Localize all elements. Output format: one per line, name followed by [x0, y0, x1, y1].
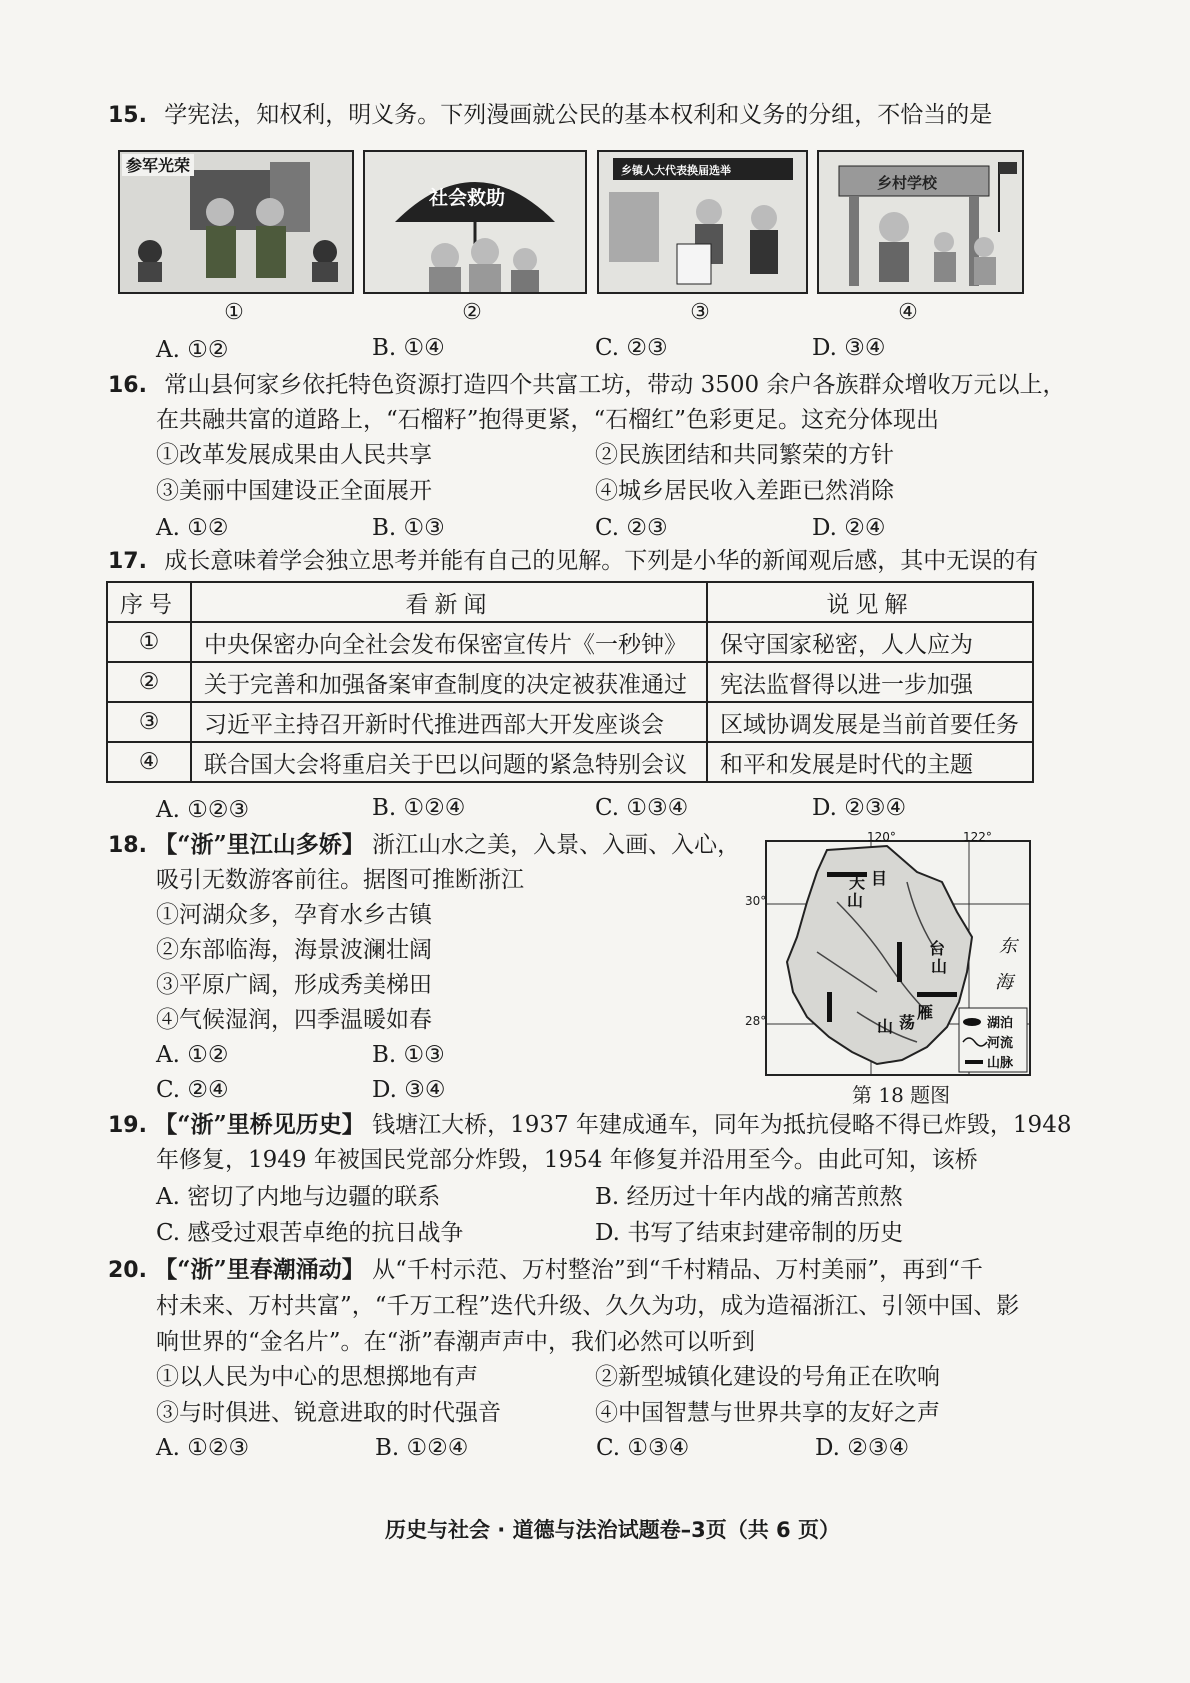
q16-number: 16. — [108, 373, 147, 398]
q15-option-a[interactable]: A. ①② — [156, 337, 229, 363]
cartoon-3-election — [597, 150, 808, 294]
row-opinion: 保守国家秘密，人人应为 — [707, 622, 1033, 662]
q16-stem-line2: 在共融共富的道路上，“石榴籽”抱得更紧，“石榴红”色彩更足。这充分体现出 — [156, 407, 940, 433]
q20-number: 20. — [108, 1258, 147, 1283]
table-row — [107, 622, 1033, 662]
q15-stem — [108, 100, 992, 131]
header-index: 序号 — [107, 582, 191, 622]
cartoon-2-drawing — [365, 152, 585, 292]
q20-stem-line3: 响世界的“金名片”。在“浙”春潮声声中，我们必然可以听到 — [156, 1329, 756, 1355]
cartoon-4-title: 乡村学校 — [877, 174, 938, 192]
cartoon-3-caption: ③ — [690, 300, 710, 325]
q19-stem-line1 — [108, 1110, 1071, 1141]
row-news: 联合国大会将重启关于巴以问题的紧急特别会议 — [191, 742, 707, 782]
cartoon-1-drawing — [120, 152, 352, 292]
q16-item-4: ④城乡居民收入差距已然消除 — [595, 478, 894, 504]
row-news: 中央保密办向全社会发布保密宣传片《一秒钟》 — [191, 622, 707, 662]
q17-stem-text: 成长意味着学会独立思考并能有自己的见解。下列是小华的新闻观后感，其中无误的有 — [164, 548, 1039, 574]
q17-option-d[interactable]: D. ②③④ — [812, 795, 907, 821]
q18-item-1: ①河湖众多，孕育水乡古镇 — [156, 902, 432, 928]
q20-item-4: ④中国智慧与世界共享的友好之声 — [595, 1400, 940, 1426]
zhejiang-map — [765, 830, 1031, 1076]
map-caption: 第 18 题图 — [852, 1083, 951, 1107]
q20-option-a[interactable]: A. ①②③ — [156, 1435, 250, 1461]
q16-option-d[interactable]: D. ②④ — [812, 515, 886, 541]
q19-tag: 【“浙”里桥见历史】 — [154, 1111, 365, 1138]
row-index: ③ — [107, 702, 191, 742]
legend-river: 河流 — [987, 1036, 1014, 1051]
row-index: ① — [107, 622, 191, 662]
q18-item-3: ③平原广阔，形成秀美梯田 — [156, 972, 432, 998]
row-index: ② — [107, 662, 191, 702]
q18-stem-line2: 吸引无数游客前往。据图可推断浙江 — [156, 867, 524, 893]
q17-option-b[interactable]: B. ①②④ — [372, 795, 466, 821]
q16-item-2: ②民族团结和共同繁荣的方针 — [595, 442, 894, 468]
q18-option-b[interactable]: B. ①③ — [372, 1042, 445, 1068]
row-news: 关于完善和加强备案审查制度的决定被获准通过 — [191, 662, 707, 702]
q18-option-d[interactable]: D. ③④ — [372, 1077, 446, 1103]
q19-number: 19. — [108, 1113, 147, 1138]
q17-option-c[interactable]: C. ①③④ — [595, 795, 689, 821]
q16-stem-text-1: 常山县何家乡依托特色资源打造四个共富工坊，带动 3500 余户各族群众增收万元以上， — [164, 372, 1066, 398]
q15-option-d[interactable]: D. ③④ — [812, 335, 886, 361]
q20-item-3: ③与时俱进、锐意进取的时代强音 — [156, 1400, 501, 1426]
cartoon-3-drawing — [599, 152, 806, 292]
news-table — [106, 581, 1034, 783]
map-label-shan-1: 山 — [847, 891, 864, 910]
news-table-header — [107, 582, 1033, 622]
map-label-shan-3: 山 — [877, 1017, 894, 1036]
q18-tag: 【“浙”里江山多娇】 — [154, 831, 365, 858]
q18-number: 18. — [108, 833, 147, 858]
q16-option-c[interactable]: C. ②③ — [595, 515, 668, 541]
lat-label-28: 28° — [745, 1014, 767, 1028]
map-label-tai: 台 — [929, 939, 946, 958]
lon-label-120: 120° — [867, 830, 896, 844]
q19-option-c[interactable]: C. 感受过艰苦卓绝的抗日战争 — [156, 1220, 464, 1246]
lon-label-122: 122° — [963, 830, 992, 844]
mountain-icon — [965, 1060, 983, 1064]
q16-item-3: ③美丽中国建设正全面展开 — [156, 478, 432, 504]
row-opinion: 区域协调发展是当前首要任务 — [707, 702, 1033, 742]
cartoon-2-caption: ② — [462, 300, 482, 325]
q20-stem-text-1: 从“千村示范、万村整治”到“千村精品、万村美丽”，再到“千 — [372, 1257, 983, 1283]
q20-stem-line2: 村未来、万村共富”，“千万工程”迭代升级、久久为功，成为造福浙江、引领中国、影 — [156, 1293, 1020, 1319]
sea-label-dong: 东 — [999, 936, 1017, 957]
cartoon-2-social-aid — [363, 150, 587, 294]
q20-option-d[interactable]: D. ②③④ — [815, 1435, 910, 1461]
q16-stem-line1 — [108, 370, 1065, 401]
page-footer: 历史与社会 · 道德与法治试题卷–3页（共 6 页） — [385, 1518, 840, 1542]
header-news: 看新闻 — [191, 582, 707, 622]
map-label-yan: 雁 — [917, 1003, 934, 1022]
table-row — [107, 742, 1033, 782]
q20-stem-line1 — [108, 1255, 983, 1286]
q20-option-b[interactable]: B. ①②④ — [375, 1435, 469, 1461]
cartoon-1-caption: ① — [224, 300, 244, 325]
map-label-tian: 天 — [849, 873, 866, 892]
map-label-mu: 目 — [871, 869, 888, 888]
legend-lake: 湖泊 — [987, 1016, 1014, 1031]
cartoon-4-caption: ④ — [898, 300, 918, 325]
lat-label-30: 30° — [745, 894, 767, 908]
q16-option-a[interactable]: A. ①② — [156, 515, 229, 541]
q16-item-1: ①改革发展成果由人民共享 — [156, 442, 432, 468]
lake-icon — [963, 1018, 981, 1026]
table-row — [107, 662, 1033, 702]
map-label-dang: 荡 — [899, 1013, 916, 1032]
header-opinion: 说见解 — [707, 582, 1033, 622]
q19-stem-text-1: 钱塘江大桥，1937 年建成通车，同年为抵抗侵略不得已炸毁，1948 — [372, 1112, 1072, 1138]
q19-option-a[interactable]: A. 密切了内地与边疆的联系 — [156, 1184, 441, 1210]
q19-stem-line2: 年修复，1949 年被国民党部分炸毁，1954 年修复并沿用至今。由此可知，该桥 — [156, 1147, 978, 1173]
table-row — [107, 702, 1033, 742]
q17-number: 17. — [108, 549, 147, 574]
map-label-shan-2: 山 — [931, 957, 948, 976]
q20-item-1: ①以人民为中心的思想掷地有声 — [156, 1364, 478, 1390]
q18-stem-line1 — [108, 830, 740, 861]
q17-stem — [108, 546, 1038, 577]
cartoon-4-drawing — [819, 152, 1022, 292]
legend-mountain: 山脉 — [987, 1056, 1014, 1071]
q17-option-a[interactable]: A. ①②③ — [156, 797, 250, 823]
sea-label-hai: 海 — [995, 972, 1013, 993]
cartoon-1-military — [118, 150, 354, 294]
q19-option-d[interactable]: D. 书写了结束封建帝制的历史 — [595, 1220, 904, 1246]
q18-item-2: ②东部临海，海景波澜壮阔 — [156, 937, 432, 963]
q20-option-c[interactable]: C. ①③④ — [596, 1435, 690, 1461]
cartoon-3-title: 乡镇人大代表换届选举 — [621, 164, 731, 177]
q20-item-2: ②新型城镇化建设的号角正在吹响 — [595, 1364, 940, 1390]
q19-option-b[interactable]: B. 经历过十年内战的痛苦煎熬 — [595, 1184, 903, 1210]
q15-option-b[interactable]: B. ①④ — [372, 335, 445, 361]
row-news: 习近平主持召开新时代推进西部大开发座谈会 — [191, 702, 707, 742]
row-opinion: 和平和发展是时代的主题 — [707, 742, 1033, 782]
q18-item-4: ④气候湿润，四季温暖如春 — [156, 1007, 432, 1033]
q18-option-c[interactable]: C. ②④ — [156, 1077, 229, 1103]
q18-option-a[interactable]: A. ①② — [156, 1042, 229, 1068]
cartoon-2-title: 社会救助 — [429, 187, 506, 209]
q15-option-c[interactable]: C. ②③ — [595, 335, 668, 361]
row-index: ④ — [107, 742, 191, 782]
q18-stem-text-1: 浙江山水之美，入景、入画、入心， — [372, 832, 741, 858]
cartoon-4-village-school — [817, 150, 1024, 294]
zhejiang-map-drawing — [767, 830, 1029, 1074]
q20-tag: 【“浙”里春潮涌动】 — [154, 1256, 365, 1283]
q15-number: 15. — [108, 103, 147, 128]
cartoon-1-title: 参军光荣 — [126, 156, 191, 175]
q15-stem-text: 学宪法，知权利，明义务。下列漫画就公民的基本权利和义务的分组，不恰当的是 — [164, 102, 993, 128]
q16-option-b[interactable]: B. ①③ — [372, 515, 445, 541]
row-opinion: 宪法监督得以进一步加强 — [707, 662, 1033, 702]
